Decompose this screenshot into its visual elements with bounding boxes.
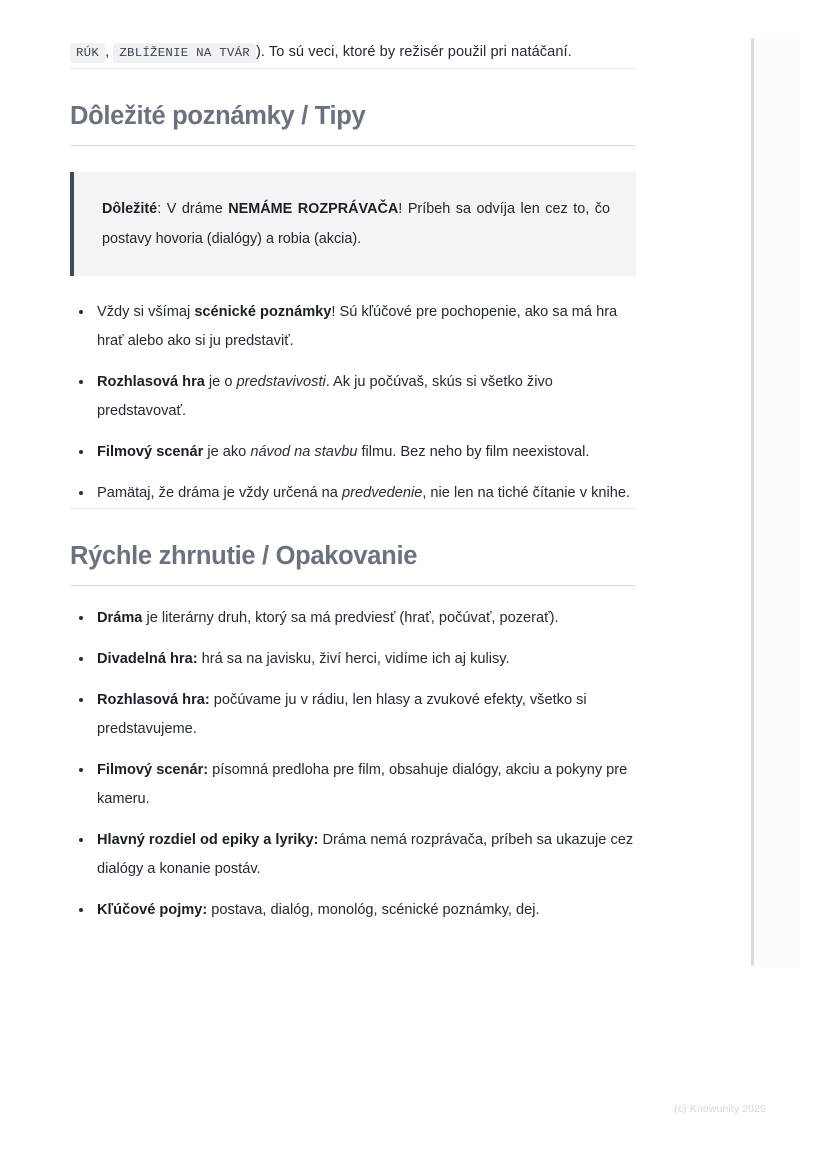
- bullet-dot-icon: [79, 616, 83, 620]
- bullet-italic: predstavivosti: [236, 374, 326, 391]
- heading-underline: [70, 585, 636, 586]
- summary-list: [70, 604, 636, 925]
- bullet-mid: je o: [204, 374, 237, 391]
- callout-tail: ! Príbeh sa odvíja len cez to, čo postavy hovoria (dialógy) a robia (akcia).: [102, 201, 611, 248]
- list-item: [70, 826, 636, 884]
- bullet-lead: Pamätaj, že dráma je vždy určená na: [97, 485, 342, 502]
- bullet-dot-icon: [79, 838, 83, 842]
- bullet-italic: návod na stavbu: [250, 444, 358, 461]
- section-tipy: [70, 69, 636, 146]
- bullet-tail: písomná predloha pre film, obsahuje dialógy, akciu a pokyny pre kameru.: [97, 762, 628, 808]
- list-item: [70, 368, 636, 426]
- bullet-dot-icon: [79, 380, 83, 384]
- bullet-tail: počúvame ju v rádiu, len hlasy a zvukové efekty, všetko si predstavujeme.: [97, 692, 587, 738]
- callout-emphasis: NEMÁME ROZPRÁVAČA: [228, 201, 399, 218]
- bullet-italic: predvedenie: [341, 485, 423, 502]
- code-span-zblizenie: ZBLÍŽENIE NA TVÁR: [113, 43, 256, 63]
- bullet-dot-icon: [79, 657, 83, 661]
- bullet-strong: scénické poznámky: [194, 304, 332, 321]
- scrollbar-track[interactable]: [754, 38, 800, 966]
- callout-text: [102, 194, 610, 254]
- intro-paragraph-tail: ). To sú veci, ktoré by režisér použil pri natáčaní.: [255, 44, 572, 60]
- bullet-tail: postava, dialóg, monológ, scénické poznámky, dej.: [207, 902, 540, 919]
- bullet-dot-icon: [79, 310, 83, 314]
- bullet-dot-icon: [79, 450, 83, 454]
- code-separator: ,: [105, 44, 114, 60]
- bullet-strong: Rozhlasová hra:: [97, 692, 210, 709]
- list-item: [70, 298, 636, 356]
- footer-copyright: (c) Knowunity 2025: [674, 1103, 766, 1115]
- section-zhrnutie: [70, 509, 636, 586]
- list-item: [70, 438, 636, 467]
- bullet-strong: Dráma: [97, 610, 143, 627]
- bullet-mid: ! Sú kľúčové pre pochopenie, ako sa má hra hrať alebo ako si ju predstaviť.: [97, 304, 618, 350]
- bullet-strong: Filmový scenár:: [97, 762, 209, 779]
- section-heading-tipy: Dôležité poznámky / Tipy: [70, 102, 366, 130]
- bullet-tail: filmu. Bez neho by film neexistoval.: [357, 444, 590, 461]
- bullet-dot-icon: [79, 768, 83, 772]
- list-item: [70, 645, 636, 674]
- section-heading-zhrnutie: Rýchle zhrnutie / Opakovanie: [70, 542, 418, 571]
- callout-label-suffix: : V dráme: [157, 201, 229, 218]
- code-span-ruk: RÚK: [70, 43, 105, 63]
- tips-list: [70, 298, 636, 508]
- bullet-dot-icon: [79, 908, 83, 912]
- heading-underline: [70, 145, 636, 146]
- bullet-tail: Dráma nemá rozprávača, príbeh sa ukazuje cez dialógy a konanie postáv.: [97, 832, 634, 878]
- bullet-dot-icon: [79, 698, 83, 702]
- important-callout: [70, 172, 636, 276]
- list-item: [70, 756, 636, 814]
- bullet-lead: Vždy si všímaj: [97, 304, 195, 321]
- bullet-strong: Rozhlasová hra: [97, 374, 205, 391]
- bullet-strong: Kľúčové pojmy:: [97, 902, 208, 919]
- list-item: [70, 896, 636, 925]
- bullet-dot-icon: [79, 491, 83, 495]
- bullet-tail: hrá sa na javisku, živí herci, vidíme ich aj kulisy.: [197, 651, 510, 668]
- intro-paragraph: [70, 0, 636, 68]
- bullet-mid: je ako: [203, 444, 251, 461]
- document-content: [70, 0, 636, 925]
- bullet-strong: Divadelná hra:: [97, 651, 198, 668]
- scrollbar-thumb[interactable]: [751, 38, 754, 966]
- list-item: [70, 479, 636, 508]
- bullet-strong: Filmový scenár: [97, 444, 204, 461]
- bullet-tail: . Ak ju počúvaš, skús si všetko živo predstavovať.: [97, 374, 553, 420]
- list-item: [70, 604, 636, 633]
- list-item: [70, 686, 636, 744]
- bullet-tail: , nie len na tiché čítanie v knihe.: [422, 485, 631, 502]
- bullet-tail: je literárny druh, ktorý sa má predviesť (hrať, počúvať, pozerať).: [142, 610, 559, 627]
- bullet-strong: Hlavný rozdiel od epiky a lyriky:: [97, 832, 319, 849]
- callout-label: Dôležité: [102, 201, 158, 218]
